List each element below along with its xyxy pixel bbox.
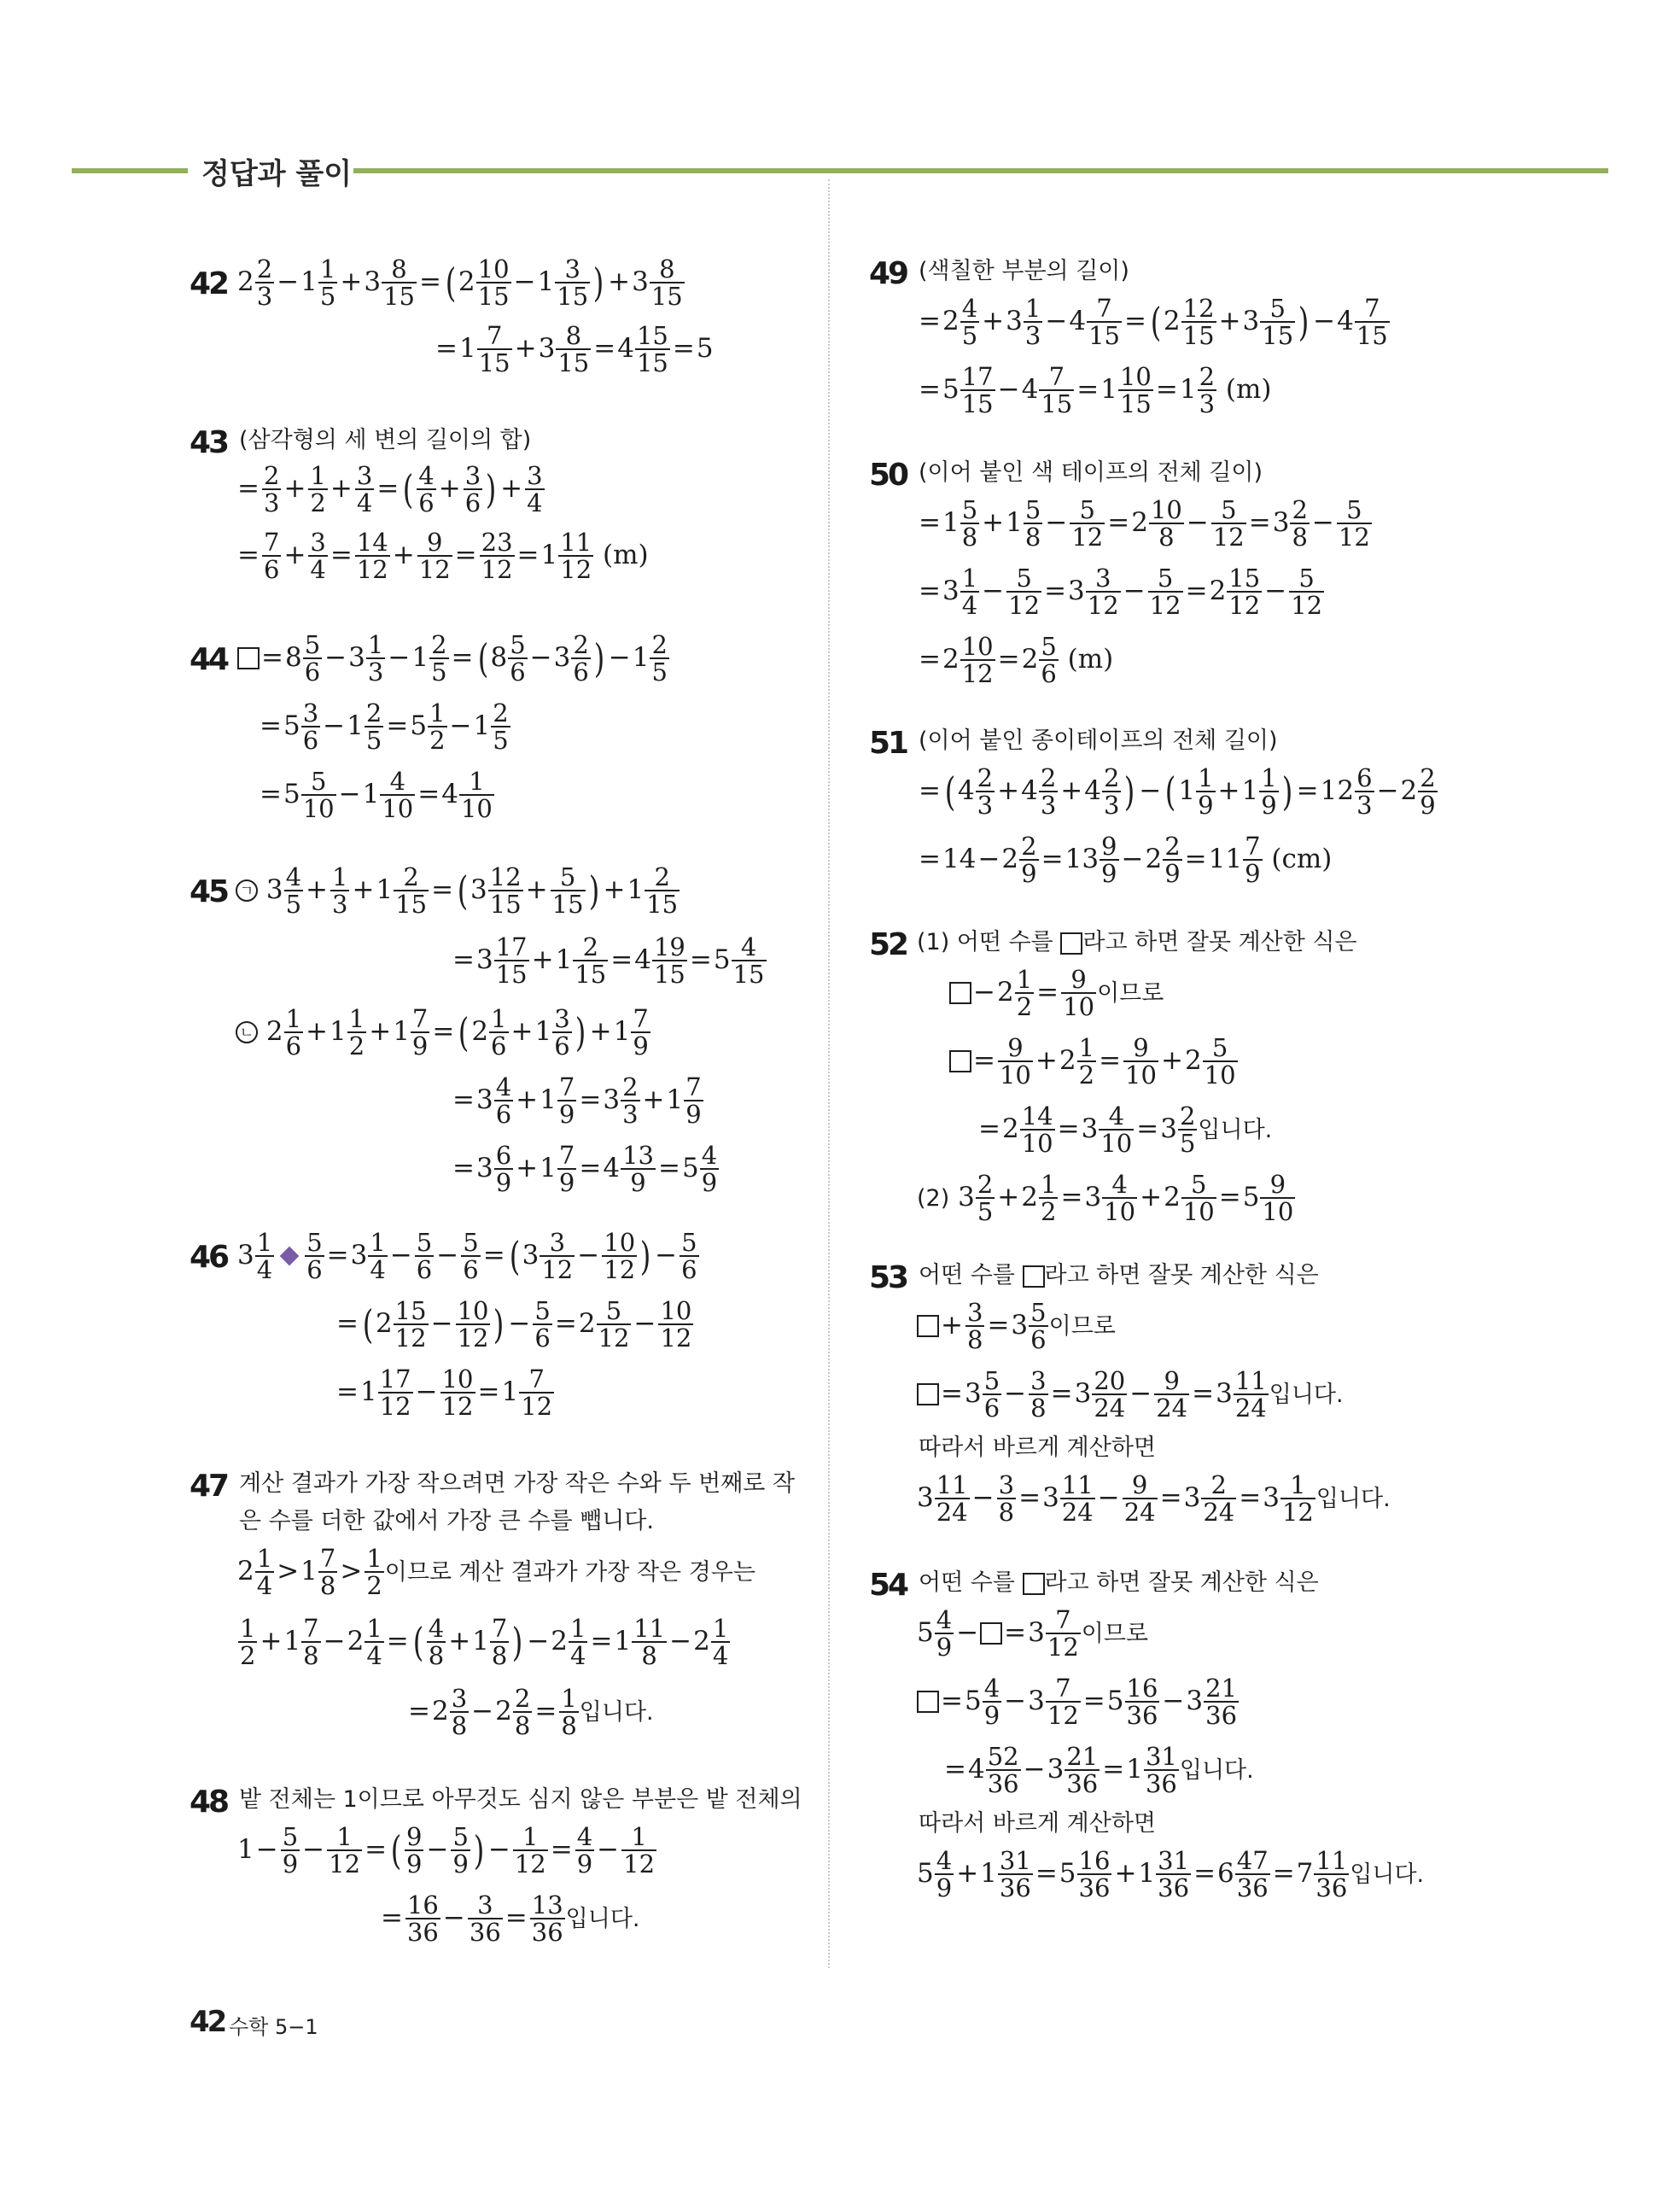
- equation-line: =3 $\frac{1}{4}$ − $\frac{5}{12}$ =3 $\frac{3}{12}$ − $\frac{5}{12}$ =2 $\frac{15}{12}$ − $\frac{5}{12}$: [919, 564, 1323, 621]
- problem-number: 51: [869, 726, 907, 761]
- problem-text: 따라서 바르게 계산하면: [919, 1434, 1156, 1461]
- problem-number: 54: [869, 1568, 907, 1603]
- equation-line: =1 $\frac{7}{15}$ +3 $\frac{8}{15}$ =4 $\frac{15}{15}$ =5: [435, 321, 714, 378]
- equation-line: =3 $\frac{6}{9}$ +1 $\frac{7}{9}$ =4 $\frac{13}{9}$ =5 $\frac{4}{9}$: [452, 1141, 718, 1198]
- problem-text: (이어 붙인 색 테이프의 전체 길이): [919, 459, 1263, 486]
- equation-line: ㄴ 2 $\frac{1}{6}$ +1 $\frac{1}{2}$ +1 $\frac{7}{9}$ = (2 $\frac{1}{6}$ +1 $\frac{3}{6}$ ) +1 $\frac{7}{9}$: [236, 1006, 651, 1060]
- equation-line: = (4 $\frac{2}{3}$ +4 $\frac{2}{3}$ +4 $\frac{2}{3}$ ) − (1 $\frac{1}{9}$ +1 $\frac{1}{9}$ ) =12 $\frac{6}{3}$ −2 $\frac{2}{9}$: [919, 763, 1436, 821]
- unit-label: (m): [603, 539, 649, 570]
- problem-number: 43: [190, 425, 228, 460]
- choice-marker: ㄴ: [236, 1021, 258, 1043]
- problem-text: 밭 전체는 1이므로 아무것도 심지 않은 부분은 밭 전체의: [239, 1786, 802, 1813]
- equation-line: =14−2 $\frac{2}{9}$ =13 $\frac{9}{9}$ −2 $\frac{2}{9}$ =11 $\frac{7}{9}$ (cm): [919, 832, 1333, 889]
- equation-line: 3 $\frac{11}{24}$ − $\frac{3}{8}$ =3 $\frac{11}{24}$ − $\frac{9}{24}$ =3 $\frac{2}{24}$ =3 $\frac{1}{12}$ 입니다.: [917, 1470, 1391, 1528]
- equation-line: =2 $\frac{14}{10}$ =3 $\frac{4}{10}$ =3 $\frac{2}{5}$ 입니다.: [978, 1101, 1273, 1159]
- text-fragment: 이므로: [1081, 1620, 1149, 1647]
- problem-text: 계산 결과가 가장 작으려면 가장 작은 수와 두 번째로 작: [239, 1470, 796, 1497]
- header-rule-right: [353, 168, 1608, 173]
- section-title: 정답과 풀이: [201, 157, 353, 191]
- blank-box: [917, 1691, 939, 1713]
- equation-line: $\frac{1}{2}$ +1 $\frac{7}{8}$ −2 $\frac{1}{4}$ = ( $\frac{4}{8}$ +1 $\frac{7}{8}$ ) −2 $\frac{1}{4}$ =1 $\frac{11}{8}$ −2 $\frac{1}{4}$: [240, 1614, 729, 1671]
- conclusion-text: 입니다.: [1315, 1485, 1391, 1512]
- equation-line: =2 $\frac{10}{12}$ =2 $\frac{5}{6}$ (m): [919, 632, 1114, 689]
- book-title: 수학 5−1: [229, 2015, 318, 2039]
- equation-line: 5 $\frac{4}{9}$ − =3 $\frac{7}{12}$ 이므로: [917, 1605, 1149, 1662]
- problem-number: 45: [190, 874, 228, 909]
- blank-box: [1023, 1573, 1045, 1595]
- equation-line: =5 $\frac{5}{10}$ −1 $\frac{4}{10}$ =4 $\frac{1}{10}$: [260, 767, 493, 824]
- conclusion-text: 입니다.: [1350, 1861, 1425, 1888]
- blank-box: [980, 1622, 1002, 1645]
- problem-number: 47: [190, 1469, 228, 1504]
- equation-line: =3 $\frac{4}{6}$ +1 $\frac{7}{9}$ =3 $\frac{2}{3}$ +1 $\frac{7}{9}$: [452, 1072, 702, 1130]
- unit-label: (cm): [1271, 843, 1333, 874]
- equation-line: ㄱ 3 $\frac{4}{5}$ + $\frac{1}{3}$ +1 $\frac{2}{15}$ = (3 $\frac{12}{15}$ + $\frac{5}{15}$ ) +1 $\frac{2}{15}$: [236, 864, 680, 918]
- blank-box: [917, 1315, 939, 1337]
- text-fragment: 라고 하면 잘못 계산한 식은: [1044, 1262, 1319, 1288]
- header-rule-left: [72, 168, 188, 173]
- conclusion-text: 입니다.: [1179, 1756, 1254, 1784]
- equation-line: = $\frac{16}{36}$ − $\frac{3}{36}$ = $\frac{13}{36}$ 입니다.: [381, 1890, 640, 1948]
- problem-number: 46: [190, 1240, 228, 1275]
- equation-line: =8 $\frac{5}{6}$ −3 $\frac{1}{3}$ −1 $\frac{2}{5}$ = (8 $\frac{5}{6}$ −3 $\frac{2}{6}$ ) −1 $\frac{2}{5}$: [237, 632, 670, 686]
- blank-box: [949, 1050, 971, 1072]
- text-fragment: 어떤 수를: [919, 1569, 1015, 1596]
- problem-text: (색칠한 부분의 길이): [919, 258, 1129, 284]
- equation-line: 5 $\frac{4}{9}$ +1 $\frac{31}{36}$ =5 $\frac{16}{36}$ +1 $\frac{31}{36}$ =6 $\frac{47}{36}$ =7 $\frac{11}{36}$ 입니다.: [917, 1846, 1425, 1903]
- equation-line: 3 $\frac{1}{4}$ $\frac{5}{6}$ =3 $\frac{1}{4}$ − $\frac{5}{6}$ − $\frac{5}{6}$ = (3 $\frac{3}{12}$ − $\frac{10}{12}$ ) − $\frac{5}{6}$: [237, 1228, 697, 1285]
- equation-line: −2 $\frac{1}{2}$ = $\frac{9}{10}$ 이므로: [949, 967, 1164, 1020]
- text-fragment: 이므로: [1048, 1312, 1116, 1340]
- equation-line: = (2 $\frac{15}{12}$ − $\frac{10}{12}$ ) − $\frac{5}{6}$ =2 $\frac{5}{12}$ − $\frac{10}{12}$: [336, 1296, 692, 1353]
- equation-line: = $\frac{9}{10}$ +2 $\frac{1}{2}$ = $\frac{9}{10}$ +2 $\frac{5}{10}$: [949, 1035, 1239, 1089]
- problem-number: 48: [190, 1785, 228, 1820]
- blank-box: [1023, 1265, 1045, 1288]
- problem-text: (삼각형의 세 변의 길이의 합): [239, 427, 532, 453]
- conclusion-text: 입니다.: [565, 1905, 640, 1932]
- equation-line: + $\frac{3}{8}$ =3 $\frac{5}{6}$ 이므로: [917, 1300, 1116, 1353]
- equation-line: =3 $\frac{17}{15}$ +1 $\frac{2}{15}$ =4 $\frac{19}{15}$ =5 $\frac{4}{15}$: [452, 932, 765, 990]
- problem-text: 은 수를 더한 값에서 가장 큰 수를 뺍니다.: [239, 1508, 654, 1534]
- text-fragment: 이므로: [1097, 979, 1164, 1007]
- conclusion-text: 입니다.: [1198, 1116, 1273, 1143]
- part-label: (2): [917, 1184, 950, 1212]
- problem-text: [917, 931, 1357, 955]
- equation-line: (2) 3 $\frac{2}{5}$ +2 $\frac{1}{2}$ =3 $\frac{4}{10}$ +2 $\frac{5}{10}$ =5 $\frac{9}{10}$: [917, 1170, 1294, 1227]
- problem-text: (이어 붙인 종이테이프의 전체 길이): [919, 727, 1278, 754]
- equation-line: 1− $\frac{5}{9}$ − $\frac{1}{12}$ = ( $\frac{9}{9}$ − $\frac{5}{9}$ ) − $\frac{1}{12}$ = $\frac{4}{9}$ − $\frac{1}{12}$: [237, 1822, 656, 1879]
- unit-label: (m): [1067, 643, 1114, 675]
- text-fragment: 라고 하면 잘못 계산한 식은: [1044, 1569, 1319, 1596]
- blank-box: [1060, 932, 1082, 955]
- blank-box: [237, 647, 260, 669]
- problem-number: 50: [869, 458, 907, 493]
- text-fragment: 어떤 수를: [956, 929, 1053, 955]
- problem-text: [919, 1264, 1319, 1288]
- text-fragment: 어떤 수를: [919, 1262, 1015, 1288]
- problem-text: [919, 1571, 1319, 1595]
- problem-number: 53: [869, 1260, 907, 1295]
- equation-line: =2 $\frac{3}{8}$ −2 $\frac{2}{8}$ = $\frac{1}{8}$ 입니다.: [408, 1684, 654, 1741]
- blank-box: [917, 1383, 939, 1405]
- equation-line: =2 $\frac{4}{5}$ +3 $\frac{1}{3}$ −4 $\frac{7}{15}$ = (2 $\frac{12}{15}$ +3 $\frac{5}{15}$ ) −4 $\frac{7}{15}$: [919, 294, 1388, 351]
- equation-line: =5 $\frac{3}{6}$ −1 $\frac{2}{5}$ =5 $\frac{1}{2}$ −1 $\frac{2}{5}$: [260, 698, 509, 756]
- problem-number: 49: [869, 256, 907, 291]
- conclusion-text: 입니다.: [1269, 1381, 1344, 1408]
- equation-line: =4 $\frac{52}{36}$ −3 $\frac{21}{36}$ =1 $\frac{31}{36}$ 입니다.: [944, 1742, 1254, 1799]
- equation-line: =5 $\frac{17}{15}$ −4 $\frac{7}{15}$ =1 $\frac{10}{15}$ =1 $\frac{2}{3}$ (m): [919, 362, 1272, 419]
- conclusion-text: 입니다.: [579, 1698, 654, 1726]
- diamond-operator-icon: [280, 1247, 300, 1266]
- page-number: 42: [190, 2005, 225, 2039]
- equation-line: =1 $\frac{17}{12}$ − $\frac{10}{12}$ =1 $\frac{7}{12}$: [336, 1364, 553, 1422]
- problem-text: 따라서 바르게 계산하면: [919, 1810, 1156, 1837]
- problem-number: 44: [190, 642, 228, 677]
- part-label: (1): [917, 929, 950, 955]
- unit-label: (m): [1225, 373, 1272, 405]
- choice-marker: ㄱ: [236, 879, 258, 902]
- problem-number: 52: [869, 927, 907, 962]
- equation-line: = $\frac{2}{3}$ + $\frac{1}{2}$ + $\frac{3}{4}$ = ( $\frac{4}{6}$ + $\frac{3}{6}$ ) + $\frac{3}{4}$: [237, 461, 543, 518]
- problem-text: 이므로 계산 결과가 가장 작은 경우는: [384, 1558, 755, 1586]
- equation-line: =1 $\frac{5}{8}$ +1 $\frac{5}{8}$ − $\frac{5}{12}$ =2 $\frac{10}{8}$ − $\frac{5}{12}$ =3 $\frac{2}{8}$ − $\frac{5}{12}$: [919, 495, 1370, 552]
- equation-line: =5 $\frac{4}{9}$ −3 $\frac{7}{12}$ =5 $\frac{16}{36}$ −3 $\frac{21}{36}$: [917, 1675, 1240, 1729]
- equation-line: =3 $\frac{5}{6}$ − $\frac{3}{8}$ =3 $\frac{20}{24}$ − $\frac{9}{24}$ =3 $\frac{11}{24}$ 입니다.: [917, 1368, 1344, 1422]
- equation-line: 2 $\frac{2}{3}$ −1 $\frac{1}{5}$ +3 $\frac{8}{15}$ = (2 $\frac{10}{15}$ −1 $\frac{3}{15}$ ) +3 $\frac{8}{15}$: [237, 254, 683, 312]
- text-fragment: 라고 하면 잘못 계산한 식은: [1082, 929, 1357, 955]
- equation-line: 2 $\frac{1}{4}$ >1 $\frac{7}{8}$ > $\frac{1}{2}$ 이므로 계산 결과가 가장 작은 경우는: [237, 1544, 755, 1601]
- equation-line: = $\frac{7}{6}$ + $\frac{3}{4}$ = $\frac{14}{12}$ + $\frac{9}{12}$ = $\frac{23}{12}$ =1 $\frac{11}{12}$ (m): [237, 528, 649, 585]
- problem-number: 42: [190, 266, 228, 301]
- column-divider: [828, 179, 830, 1968]
- blank-box: [949, 982, 971, 1004]
